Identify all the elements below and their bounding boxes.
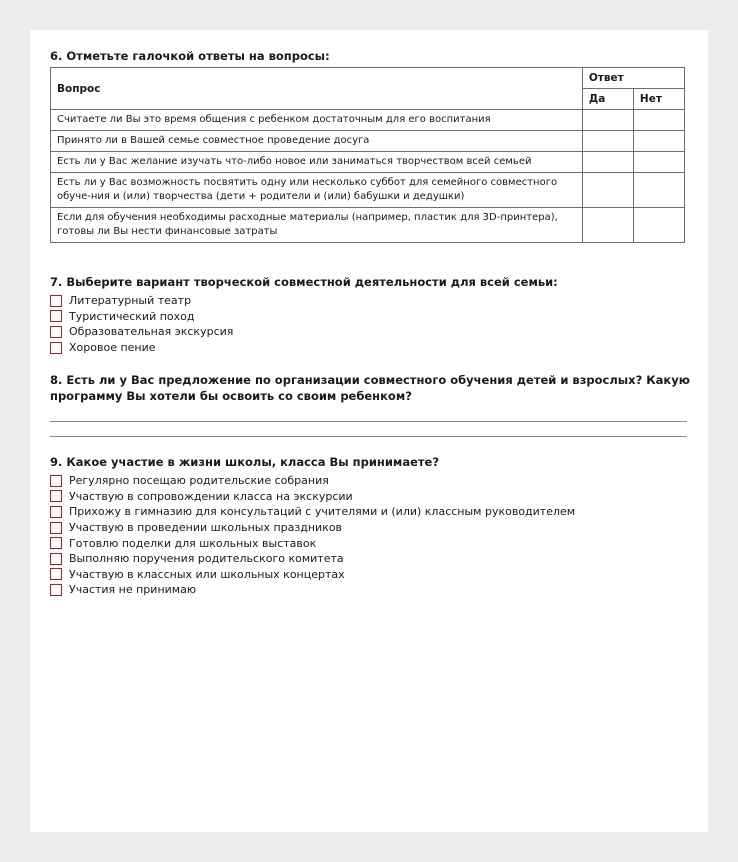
checkbox-label: Участвую в проведении школьных праздников [69,521,343,535]
table-row-question: Есть ли у Вас желание изучать что-либо новое или заниматься творчеством всей семьей [51,152,583,173]
checkbox[interactable] [50,295,62,307]
survey-page [30,30,708,832]
checkbox-label: Образовательная экскурсия [69,325,234,339]
checkbox[interactable] [50,490,62,502]
list-item [50,567,575,583]
answer-no-cell[interactable] [633,173,684,208]
answer-no-cell[interactable] [633,208,684,243]
column-header-answer: Ответ [582,68,684,89]
table-row-question: Есть ли у Вас возможность посвятить одну или несколько суббот для семейного совместного обуче-ния и (или) творчества (дети + родители и (или) бабушки и дедушки) [51,173,583,208]
list-item [50,309,233,325]
column-header-yes: Да [582,89,633,110]
list-item [50,504,575,520]
checkbox-label: Участия не принимаю [69,583,197,597]
question-8-title: 8. Есть ли у Вас предложение по организации совместного обучения детей и взрослых? Какую программу Вы хотели бы освоить со своим ребенком? [50,373,690,403]
checkbox-label: Прихожу в гимназию для консультаций с учителями и (или) классным руководителем [69,505,576,519]
list-item [50,535,575,551]
checkbox[interactable] [50,506,62,518]
column-header-question: Вопрос [51,68,583,110]
table-row-question: Принято ли в Вашей семье совместное проведение досуга [51,131,583,152]
question-9-title: 9. Какое участие в жизни школы, класса Вы принимаете? [50,455,440,469]
checkbox[interactable] [50,553,62,565]
checkbox[interactable] [50,537,62,549]
list-item [50,473,575,489]
answer-no-cell[interactable] [633,131,684,152]
answer-line[interactable] [50,421,687,422]
list-item [50,520,575,536]
answer-yes-cell[interactable] [582,110,633,131]
checkbox[interactable] [50,522,62,534]
list-item [50,340,233,356]
answer-yes-cell[interactable] [582,173,633,208]
answer-line[interactable] [50,436,687,437]
checkbox[interactable] [50,310,62,322]
question-6-title: 6. Отметьте галочкой ответы на вопросы: [50,49,330,63]
question-9-options [50,473,575,598]
list-item [50,489,575,505]
checkbox[interactable] [50,342,62,354]
list-item [50,551,575,567]
question-7-options [50,293,233,355]
checkbox[interactable] [50,568,62,580]
checkbox-label: Литературный театр [69,294,192,308]
checkbox[interactable] [50,584,62,596]
answer-no-cell[interactable] [633,152,684,173]
checkbox-label: Выполняю поручения родительского комитета [69,552,344,566]
column-header-no: Нет [633,89,684,110]
table-row-question: Если для обучения необходимы расходные материалы (например, пластик для 3D-принтера), готовы ли Вы нести финансовые затраты [51,208,583,243]
checkbox[interactable] [50,326,62,338]
question-7-title: 7. Выберите вариант творческой совместной деятельности для всей семьи: [50,275,558,289]
checkbox-label: Готовлю поделки для школьных выставок [69,536,317,550]
list-item [50,324,233,340]
answer-yes-cell[interactable] [582,152,633,173]
list-item [50,582,575,598]
checkbox-label: Участвую в сопровождении класса на экскурсии [69,489,353,503]
list-item [50,293,233,309]
checkbox-label: Туристический поход [69,309,195,323]
table-row-question: Считаете ли Вы это время общения с ребенком достаточным для его воспитания [51,110,583,131]
checkbox-label: Регулярно посещаю родительские собрания [69,474,329,488]
question-6-table [50,67,685,243]
checkbox[interactable] [50,475,62,487]
answer-yes-cell[interactable] [582,208,633,243]
answer-no-cell[interactable] [633,110,684,131]
answer-yes-cell[interactable] [582,131,633,152]
checkbox-label: Хоровое пение [69,341,156,355]
checkbox-label: Участвую в классных или школьных концертах [69,567,345,581]
